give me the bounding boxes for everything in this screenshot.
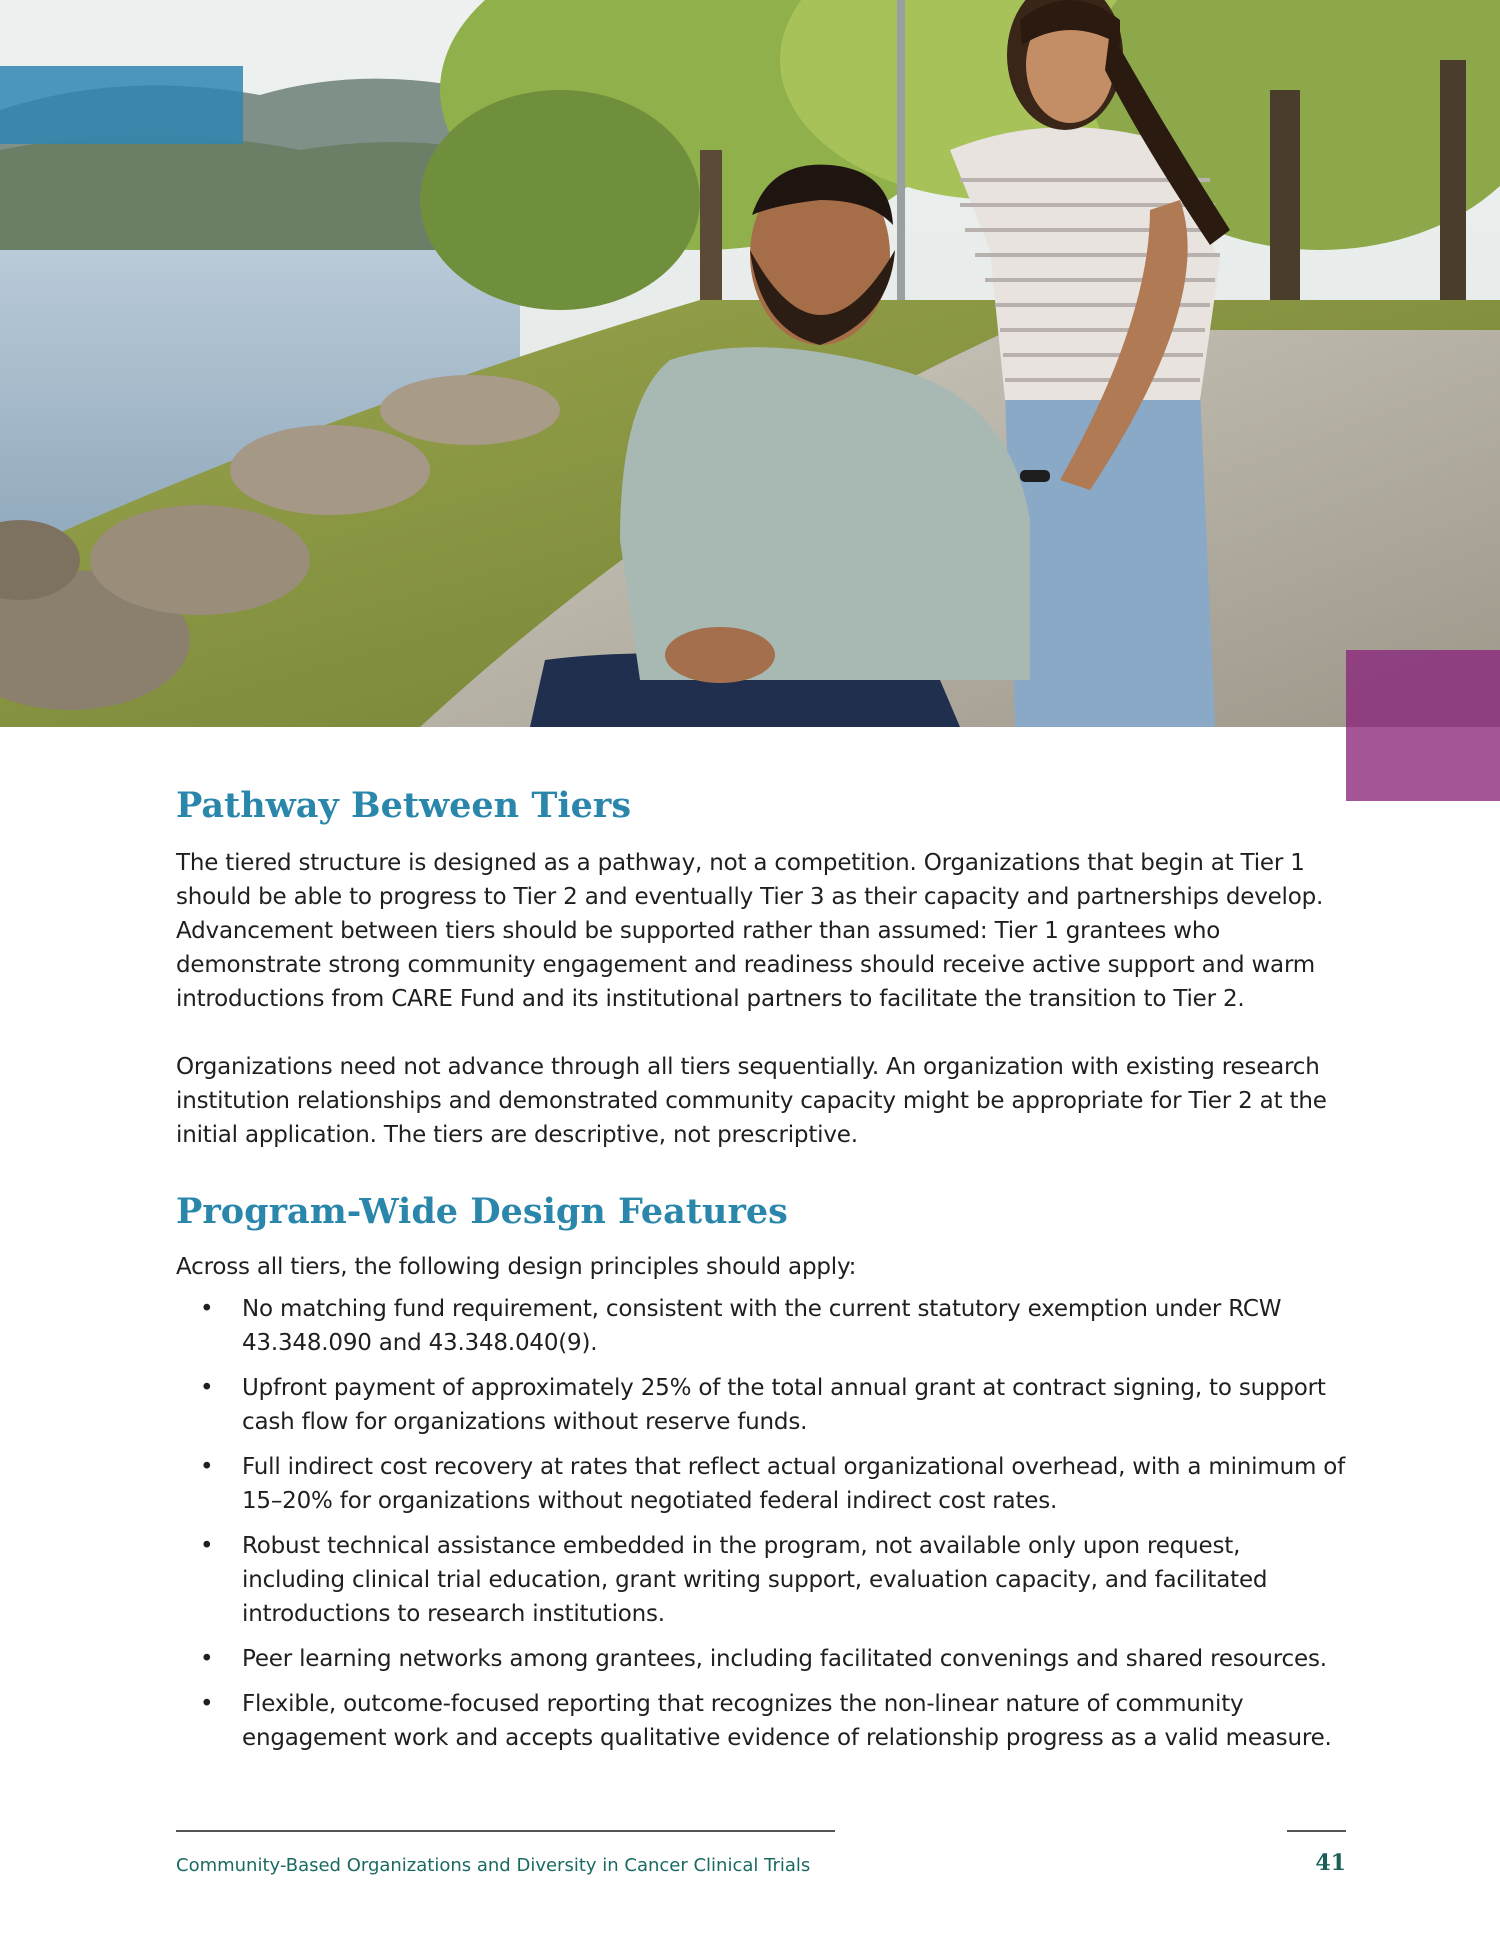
list-item <box>176 1450 1346 1518</box>
list-item-text: Full indirect cost recovery at rates that reflect actual organizational overhead, with a minimum of 15–20% for organizations without negotiated federal indirect cost rates. <box>242 1454 1346 1514</box>
bullet-icon: • <box>200 1375 214 1401</box>
section-heading-pathway: Pathway Between Tiers <box>176 785 632 826</box>
footer-divider-left <box>176 1830 835 1832</box>
bullet-icon: • <box>200 1691 214 1717</box>
paragraph-pathway-2: Organizations need not advance through all tiers sequentially. An organization with existing research institution relationships and demonstrated community capacity might be appropriate for Tier 2 at the initial application. The tiers are descriptive, not prescriptive. <box>176 1054 1327 1148</box>
paragraph-pathway-1: The tiered structure is designed as a pathway, not a competition. Organizations that begin at Tier 1 should be able to progress to Tier 2 and eventually Tier 3 as their capacity and partnerships develop. Advancement between tiers should be supported rather than assumed: Tier 1 grantees who demonstrate strong community engagement and readiness should receive active support and warm introductions from CARE Fund and its institutional partners to facilitate the transition to Tier 2. <box>176 850 1324 1012</box>
list-item <box>176 1642 1346 1676</box>
accent-block-purple-upper <box>1346 650 1500 727</box>
list-item-text: Peer learning networks among grantees, including facilitated convenings and shared resources. <box>242 1646 1327 1672</box>
footer-divider-right <box>1287 1830 1346 1832</box>
bullet-icon: • <box>200 1646 214 1672</box>
page-number: 41 <box>1315 1850 1346 1876</box>
list-item-text: No matching fund requirement, consistent with the current statutory exemption under RCW 43.348.090 and 43.348.040(9). <box>242 1296 1282 1356</box>
bullet-icon: • <box>200 1454 214 1480</box>
paragraph-design-intro: Across all tiers, the following design principles should apply: <box>176 1254 857 1280</box>
list-item-text: Robust technical assistance embedded in the program, not available only upon request, including clinical trial education, grant writing support, evaluation capacity, and facilitated introductions to research institutions. <box>242 1533 1268 1627</box>
section-heading-design: Program-Wide Design Features <box>176 1191 788 1232</box>
list-item <box>176 1687 1346 1755</box>
list-item <box>176 1529 1346 1631</box>
design-principles-list <box>176 1292 1346 1755</box>
list-item <box>176 1292 1346 1360</box>
accent-block-blue <box>0 66 243 144</box>
bullet-icon: • <box>200 1533 214 1559</box>
list-item-text: Upfront payment of approximately 25% of the total annual grant at contract signing, to support cash flow for organizations without reserve funds. <box>242 1375 1326 1435</box>
list-item-text: Flexible, outcome-focused reporting that recognizes the non-linear nature of community engagement work and accepts qualitative evidence of relationship progress as a valid measure. <box>242 1691 1332 1751</box>
list-item <box>176 1371 1346 1439</box>
accent-block-purple-lower <box>1346 727 1500 801</box>
main-content <box>176 780 1346 1766</box>
bullet-icon: • <box>200 1296 214 1322</box>
footer-document-title: Community-Based Organizations and Diversity in Cancer Clinical Trials <box>176 1855 811 1876</box>
